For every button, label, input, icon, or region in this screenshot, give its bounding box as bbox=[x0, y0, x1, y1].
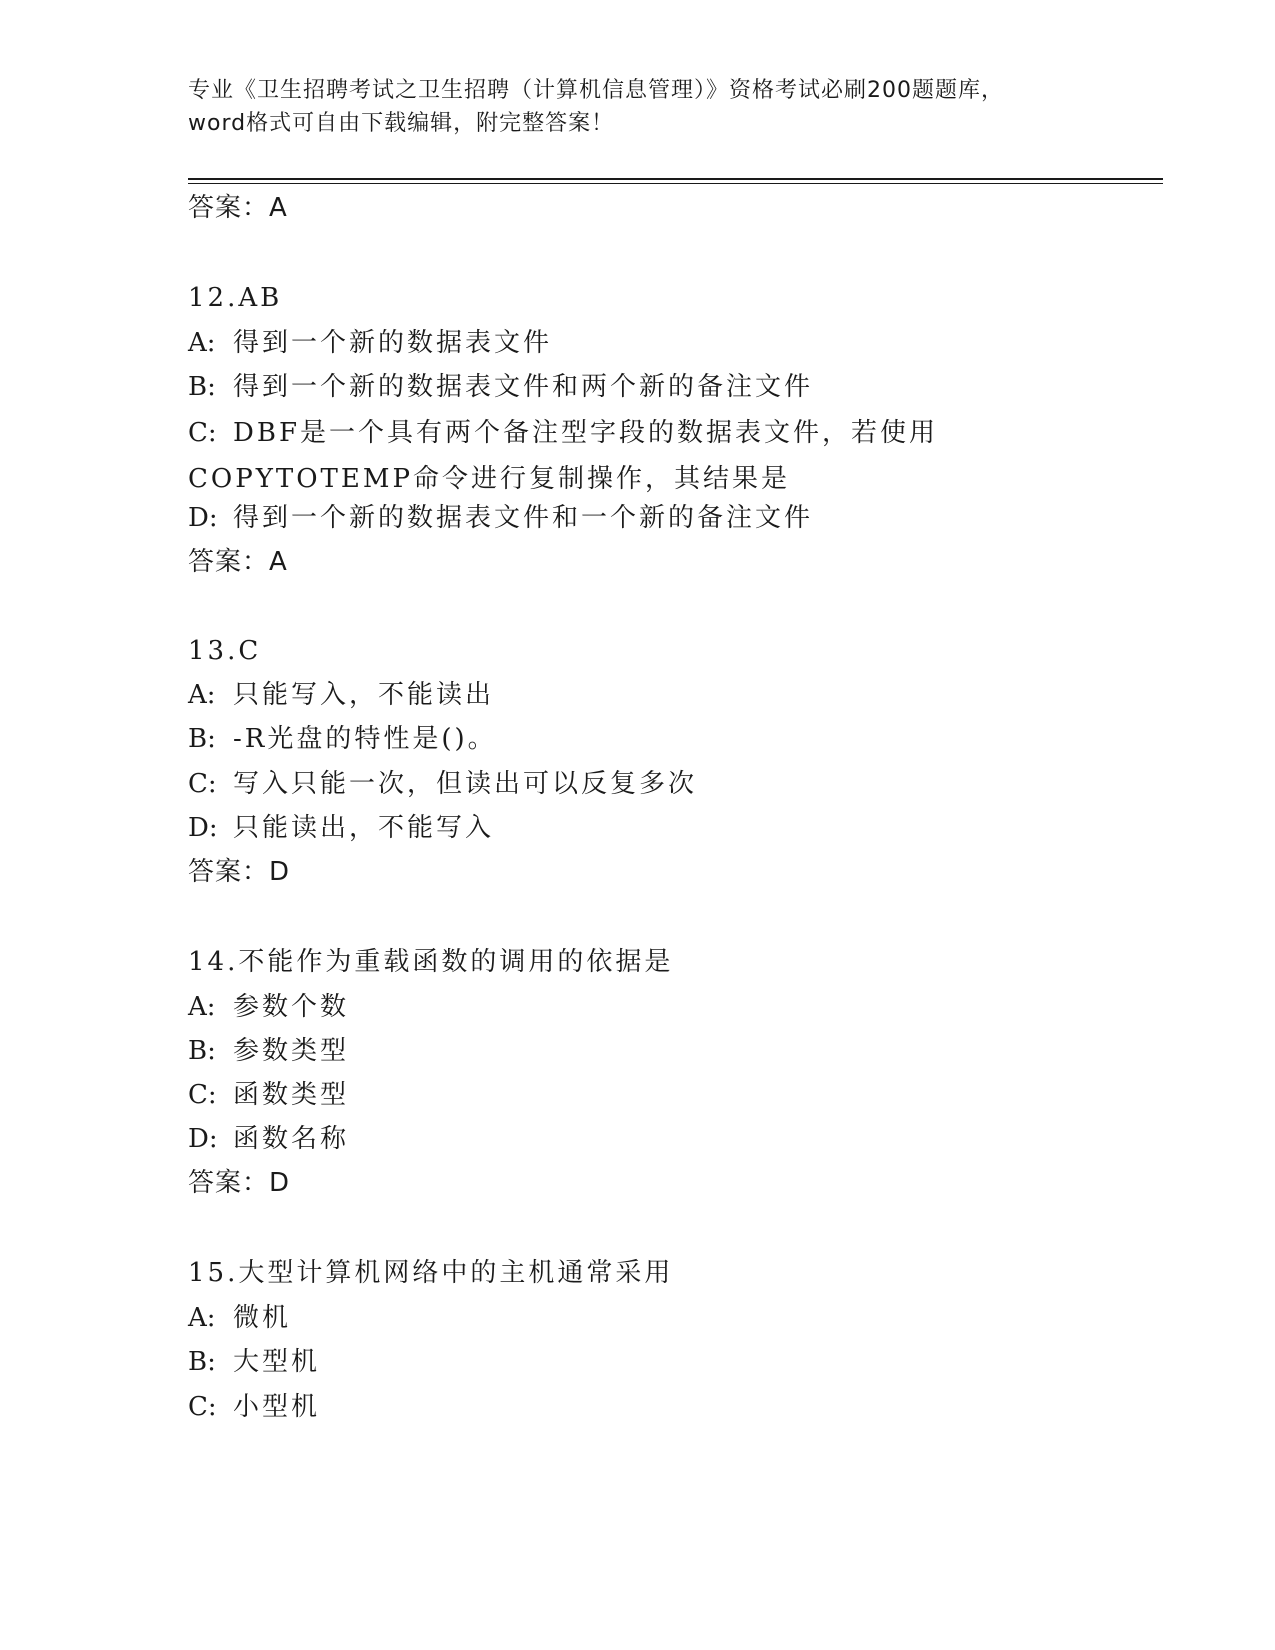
option-a bbox=[188, 990, 349, 1024]
option-d bbox=[188, 1122, 349, 1156]
header-line-1: 专业《卫生招聘考试之卫生招聘（计算机信息管理）》资格考试必刷200题题库， bbox=[188, 78, 1004, 103]
option-a bbox=[188, 678, 494, 712]
option-c bbox=[188, 410, 1088, 502]
option-c bbox=[188, 767, 697, 801]
option-b bbox=[188, 370, 813, 404]
option-text: 小型机 bbox=[233, 1392, 321, 1422]
option-text: 只能写入，不能读出 bbox=[233, 680, 495, 710]
option-key: B: bbox=[188, 724, 216, 754]
option-key: A: bbox=[188, 680, 216, 710]
option-key: A: bbox=[188, 1303, 216, 1333]
option-key: D: bbox=[188, 813, 218, 843]
option-key: C: bbox=[188, 769, 217, 799]
option-d bbox=[188, 501, 813, 535]
option-b bbox=[188, 1034, 349, 1068]
header-line-2: word格式可自由下载编辑，附完整答案！ bbox=[188, 111, 615, 136]
option-c bbox=[188, 1078, 349, 1112]
option-text: 参数类型 bbox=[233, 1036, 350, 1066]
option-key: B: bbox=[188, 1036, 216, 1066]
option-key: A: bbox=[188, 992, 216, 1022]
option-b bbox=[188, 1345, 320, 1379]
option-key: C: bbox=[188, 418, 217, 448]
option-c bbox=[188, 1390, 320, 1424]
option-text: 得到一个新的数据表文件和一个新的备注文件 bbox=[233, 503, 814, 533]
option-text: DBF是一个具有两个备注型字段的数据表文件，若使用COPYTOTEMP命令进行复制操作，其结果是 bbox=[188, 418, 938, 494]
option-text: 写入只能一次，但读出可以反复多次 bbox=[233, 769, 698, 799]
header-divider-thin bbox=[188, 183, 1163, 184]
option-text: 微机 bbox=[233, 1303, 292, 1333]
answer-line: 答案：D bbox=[188, 857, 291, 887]
option-text: 只能读出，不能写入 bbox=[233, 813, 495, 843]
question-title: 14.不能作为重载函数的调用的依据是 bbox=[188, 947, 674, 977]
option-key: C: bbox=[188, 1080, 217, 1110]
answer-line: 答案：A bbox=[188, 547, 288, 577]
option-key: C: bbox=[188, 1392, 217, 1422]
option-text: -R光盘的特性是()。 bbox=[233, 724, 497, 754]
option-text: 函数类型 bbox=[233, 1080, 350, 1110]
option-key: B: bbox=[188, 1347, 216, 1377]
option-text: 参数个数 bbox=[233, 992, 350, 1022]
answer-line: 答案：D bbox=[188, 1168, 291, 1198]
option-a bbox=[188, 326, 552, 360]
option-text: 函数名称 bbox=[233, 1124, 350, 1154]
option-text: 得到一个新的数据表文件 bbox=[233, 328, 553, 358]
header-divider-thick bbox=[188, 178, 1163, 180]
question-title: 13.C bbox=[188, 636, 262, 666]
option-b bbox=[188, 722, 497, 756]
answer-line: 答案：A bbox=[188, 193, 288, 223]
option-key: D: bbox=[188, 503, 218, 533]
option-a bbox=[188, 1301, 291, 1335]
option-d bbox=[188, 811, 494, 845]
option-text: 得到一个新的数据表文件和两个新的备注文件 bbox=[233, 372, 814, 402]
option-key: B: bbox=[188, 372, 216, 402]
document-header bbox=[188, 74, 1088, 140]
question-title: 15.大型计算机网络中的主机通常采用 bbox=[188, 1258, 674, 1288]
option-text: 大型机 bbox=[233, 1347, 321, 1377]
question-title: 12.AB bbox=[188, 283, 283, 313]
option-key: D: bbox=[188, 1124, 218, 1154]
option-key: A: bbox=[188, 328, 216, 358]
